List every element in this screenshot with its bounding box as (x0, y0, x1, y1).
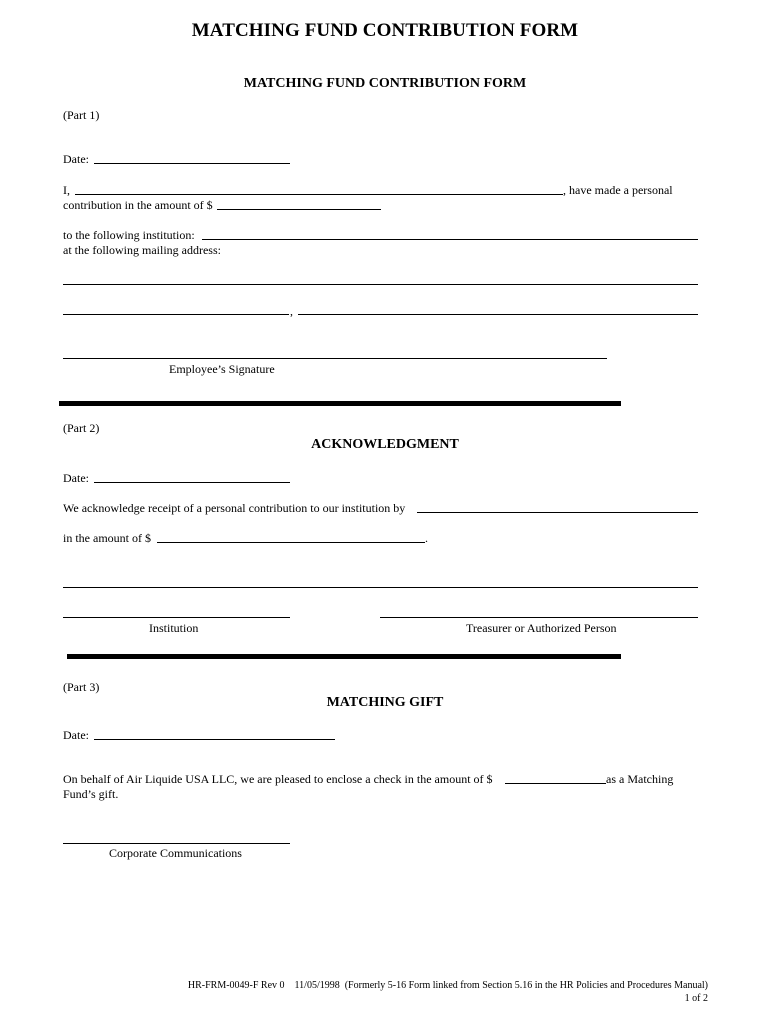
part3-date-label: Date: (63, 728, 89, 742)
institution-label: to the following institution: (63, 228, 195, 242)
part1-label: (Part 1) (63, 108, 100, 122)
page-number: 1 of 2 (684, 993, 708, 1004)
part2-blank-line[interactable] (63, 587, 698, 588)
receipt-label: We acknowledge receipt of a personal contribution to our institution by (63, 501, 406, 515)
part2-amount-label: in the amount of $ (63, 531, 151, 545)
section-divider (67, 654, 621, 659)
address-state-field[interactable] (298, 314, 698, 315)
part2-date-field[interactable] (94, 482, 290, 483)
page-title: MATCHING FUND CONTRIBUTION FORM (191, 20, 579, 41)
matching-amount-field[interactable] (505, 783, 606, 784)
section-divider (59, 401, 621, 406)
part2-label: (Part 2) (63, 421, 100, 435)
address-comma: , (290, 304, 293, 318)
institution-signature-field[interactable] (63, 617, 290, 618)
matching-gift-heading: MATCHING GIFT (326, 695, 444, 710)
corporate-communications-caption: Corporate Communications (109, 846, 242, 860)
address-line-1-field[interactable] (63, 284, 698, 285)
mailing-address-label: at the following mailing address: (63, 243, 221, 257)
contribution-amount-label: contribution in the amount of $ (63, 198, 213, 212)
behalf-text: On behalf of Air Liquide USA LLC, we are pleased to enclose a check in the amount of $ (63, 772, 493, 786)
contributor-field[interactable] (417, 512, 698, 513)
contribution-amount-field[interactable] (217, 209, 381, 210)
part2-date-label: Date: (63, 471, 89, 485)
amount-period: . (425, 531, 428, 545)
as-matching-text: as a Matching (606, 772, 674, 786)
form-id-footer: HR-FRM-0049-F Rev 0 11/05/1998 (Formerly 5-16 Form linked from Section 5.16 in the HR Policies and Procedures Manual) (187, 980, 708, 991)
have-made-text: , have made a personal (563, 183, 673, 197)
treasurer-signature-field[interactable] (380, 617, 698, 618)
institution-field[interactable] (202, 239, 698, 240)
part1-date-label: Date: (63, 152, 89, 166)
employee-name-field[interactable] (75, 194, 563, 195)
institution-caption: Institution (149, 621, 199, 635)
employee-signature-field[interactable] (63, 358, 607, 359)
funds-gift-text: Fund’s gift. (63, 787, 119, 801)
part1-date-field[interactable] (94, 163, 290, 164)
part3-date-field[interactable] (94, 739, 335, 740)
address-city-field[interactable] (63, 314, 289, 315)
acknowledgment-heading: ACKNOWLEDGMENT (311, 437, 459, 452)
part2-amount-field[interactable] (157, 542, 425, 543)
part1-i-label: I, (63, 183, 70, 197)
employee-signature-caption: Employee’s Signature (169, 362, 275, 376)
treasurer-caption: Treasurer or Authorized Person (466, 621, 617, 635)
corporate-signature-field[interactable] (63, 843, 290, 844)
form-subtitle: MATCHING FUND CONTRIBUTION FORM (243, 76, 527, 91)
part3-label: (Part 3) (63, 680, 100, 694)
